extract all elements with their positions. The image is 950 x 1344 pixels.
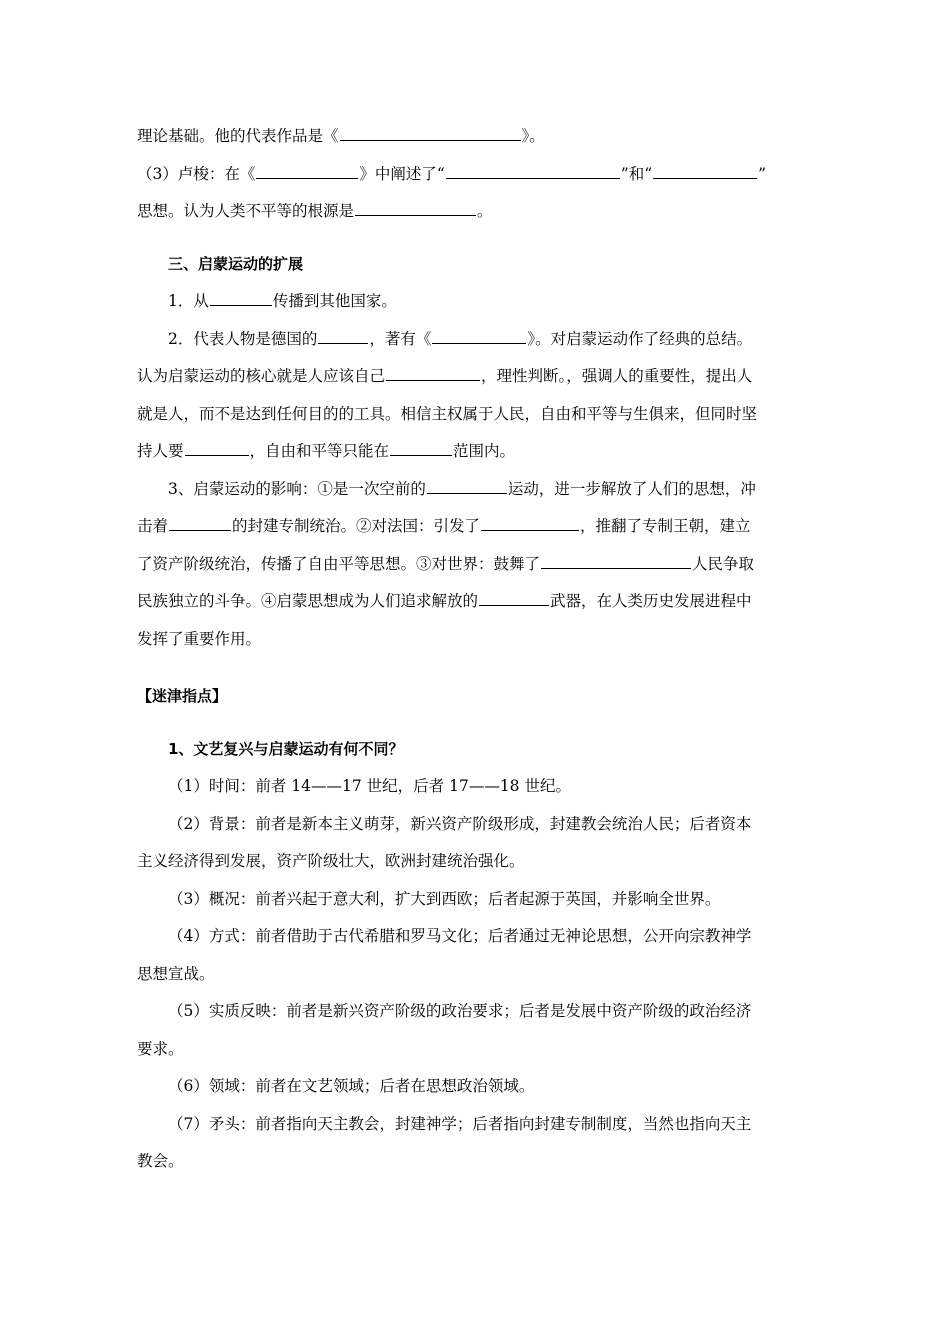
text-segment: 的封建专制统治。②对法国：引发了 bbox=[232, 517, 481, 535]
text-segment: 人民争取 bbox=[692, 554, 755, 573]
text-line: 要求。 bbox=[137, 1039, 184, 1058]
fill-blank[interactable] bbox=[318, 329, 368, 344]
text-segment: 击着 bbox=[137, 517, 169, 535]
text-line bbox=[137, 118, 809, 156]
document-page bbox=[137, 118, 809, 1181]
text-segment: 》。 bbox=[521, 127, 545, 145]
fill-blank[interactable] bbox=[541, 554, 691, 569]
text-line bbox=[137, 358, 809, 396]
text-segment: 民族独立的斗争。④启蒙思想成为人们追求解放的 bbox=[137, 592, 479, 610]
text-line: 思想宣战。 bbox=[137, 964, 215, 983]
text-line: （2）背景：前者是新本主义萌芽，新兴资产阶级形成，封建教会统治人民；后者资本 bbox=[168, 814, 752, 833]
text-segment: ，理性判断。，强调人的重要性，提出人 bbox=[481, 367, 753, 385]
text-segment: 传播到其他国家。 bbox=[272, 292, 397, 310]
text-line: （6）领域：前者在文艺领域；后者在思想政治领域。 bbox=[168, 1077, 535, 1095]
fill-blank[interactable] bbox=[427, 479, 507, 494]
text-line: （4）方式：前者借助于古代希腊和罗马文化；后者通过无神论思想，公开向宗教神学 bbox=[168, 927, 752, 945]
text-segment: 思想。认为人类不平等的根源是 bbox=[137, 202, 355, 220]
text-segment: 运动，进一步解放了人们的思想，冲 bbox=[507, 479, 756, 498]
text-line: 教会。 bbox=[137, 1152, 184, 1170]
text-segment: ” bbox=[758, 164, 767, 183]
fill-blank[interactable] bbox=[432, 329, 526, 344]
text-line bbox=[137, 471, 809, 509]
text-line: 就是人，而不是达到任何目的的工具。相信主权属于人民，自由和平等与生俱来，但同时坚 bbox=[137, 404, 758, 423]
fill-blank[interactable] bbox=[185, 441, 249, 456]
text-segment: 范围内。 bbox=[453, 442, 516, 460]
text-line: （3）概况：前者兴起于意大利，扩大到西欧；后者起源于英国，并影响全世界。 bbox=[168, 889, 721, 908]
text-line: 发挥了重要作用。 bbox=[137, 629, 262, 648]
text-line bbox=[137, 321, 809, 359]
text-line: （5）实质反映：前者是新兴资产阶级的政治要求；后者是发展中资产阶级的政治经济 bbox=[168, 1002, 752, 1020]
text-line bbox=[137, 546, 809, 584]
section-heading: 三、启蒙运动的扩展 bbox=[168, 254, 304, 273]
fill-blank[interactable] bbox=[340, 126, 521, 141]
text-segment: 。 bbox=[477, 202, 493, 220]
text-segment: 3、启蒙运动的影响：①是一次空前的 bbox=[168, 479, 426, 498]
text-line bbox=[137, 156, 809, 194]
text-segment: 了资产阶级统治，传播了自由平等思想。③对世界：鼓舞了 bbox=[137, 554, 541, 573]
text-line: 主义经济得到发展，资产阶级壮大，欧洲封建统治强化。 bbox=[137, 852, 525, 870]
text-line bbox=[137, 508, 809, 546]
text-line: （1）时间：前者 14——17 世纪，后者 17——18 世纪。 bbox=[168, 777, 571, 795]
text-line bbox=[137, 193, 809, 231]
text-segment: 持人要 bbox=[137, 442, 184, 460]
text-segment: 2．代表人物是德国的 bbox=[168, 329, 318, 348]
fill-blank[interactable] bbox=[169, 516, 231, 531]
fill-blank[interactable] bbox=[210, 291, 272, 306]
fill-blank[interactable] bbox=[653, 164, 757, 179]
fill-blank[interactable] bbox=[355, 201, 476, 216]
text-segment: （3）卢梭：在《 bbox=[137, 164, 256, 183]
text-segment: 理论基础。他的代表作品是《 bbox=[137, 127, 339, 145]
text-line: （7）矛头：前者指向天主教会，封建神学；后者指向封建专制制度，当然也指向天主 bbox=[168, 1114, 752, 1133]
text-segment: ，自由和平等只能在 bbox=[249, 442, 390, 460]
text-segment: 》。对启蒙运动作了经典的总结。 bbox=[527, 329, 753, 348]
tips-heading: 【迷津指点】 bbox=[137, 687, 228, 705]
fill-blank[interactable] bbox=[481, 516, 579, 531]
text-segment: ，推翻了专制王朝，建立 bbox=[580, 517, 751, 535]
fill-blank[interactable] bbox=[386, 366, 480, 381]
text-line bbox=[137, 583, 809, 621]
text-segment: ”和“ bbox=[620, 164, 653, 183]
text-segment: 1．从 bbox=[168, 292, 209, 310]
question-heading: 1、文艺复兴与启蒙运动有何不同？ bbox=[168, 739, 404, 758]
text-segment: 认为启蒙运动的核心就是人应该自己 bbox=[137, 367, 386, 385]
fill-blank[interactable] bbox=[256, 164, 358, 179]
fill-blank[interactable] bbox=[390, 441, 452, 456]
text-line bbox=[137, 283, 809, 321]
text-segment: 》中阐述了“ bbox=[359, 164, 445, 183]
fill-blank[interactable] bbox=[446, 164, 620, 179]
fill-blank[interactable] bbox=[479, 591, 549, 606]
text-line bbox=[137, 433, 809, 471]
text-segment: ，著有《 bbox=[369, 329, 432, 348]
text-segment: 武器，在人类历史发展进程中 bbox=[550, 592, 752, 610]
